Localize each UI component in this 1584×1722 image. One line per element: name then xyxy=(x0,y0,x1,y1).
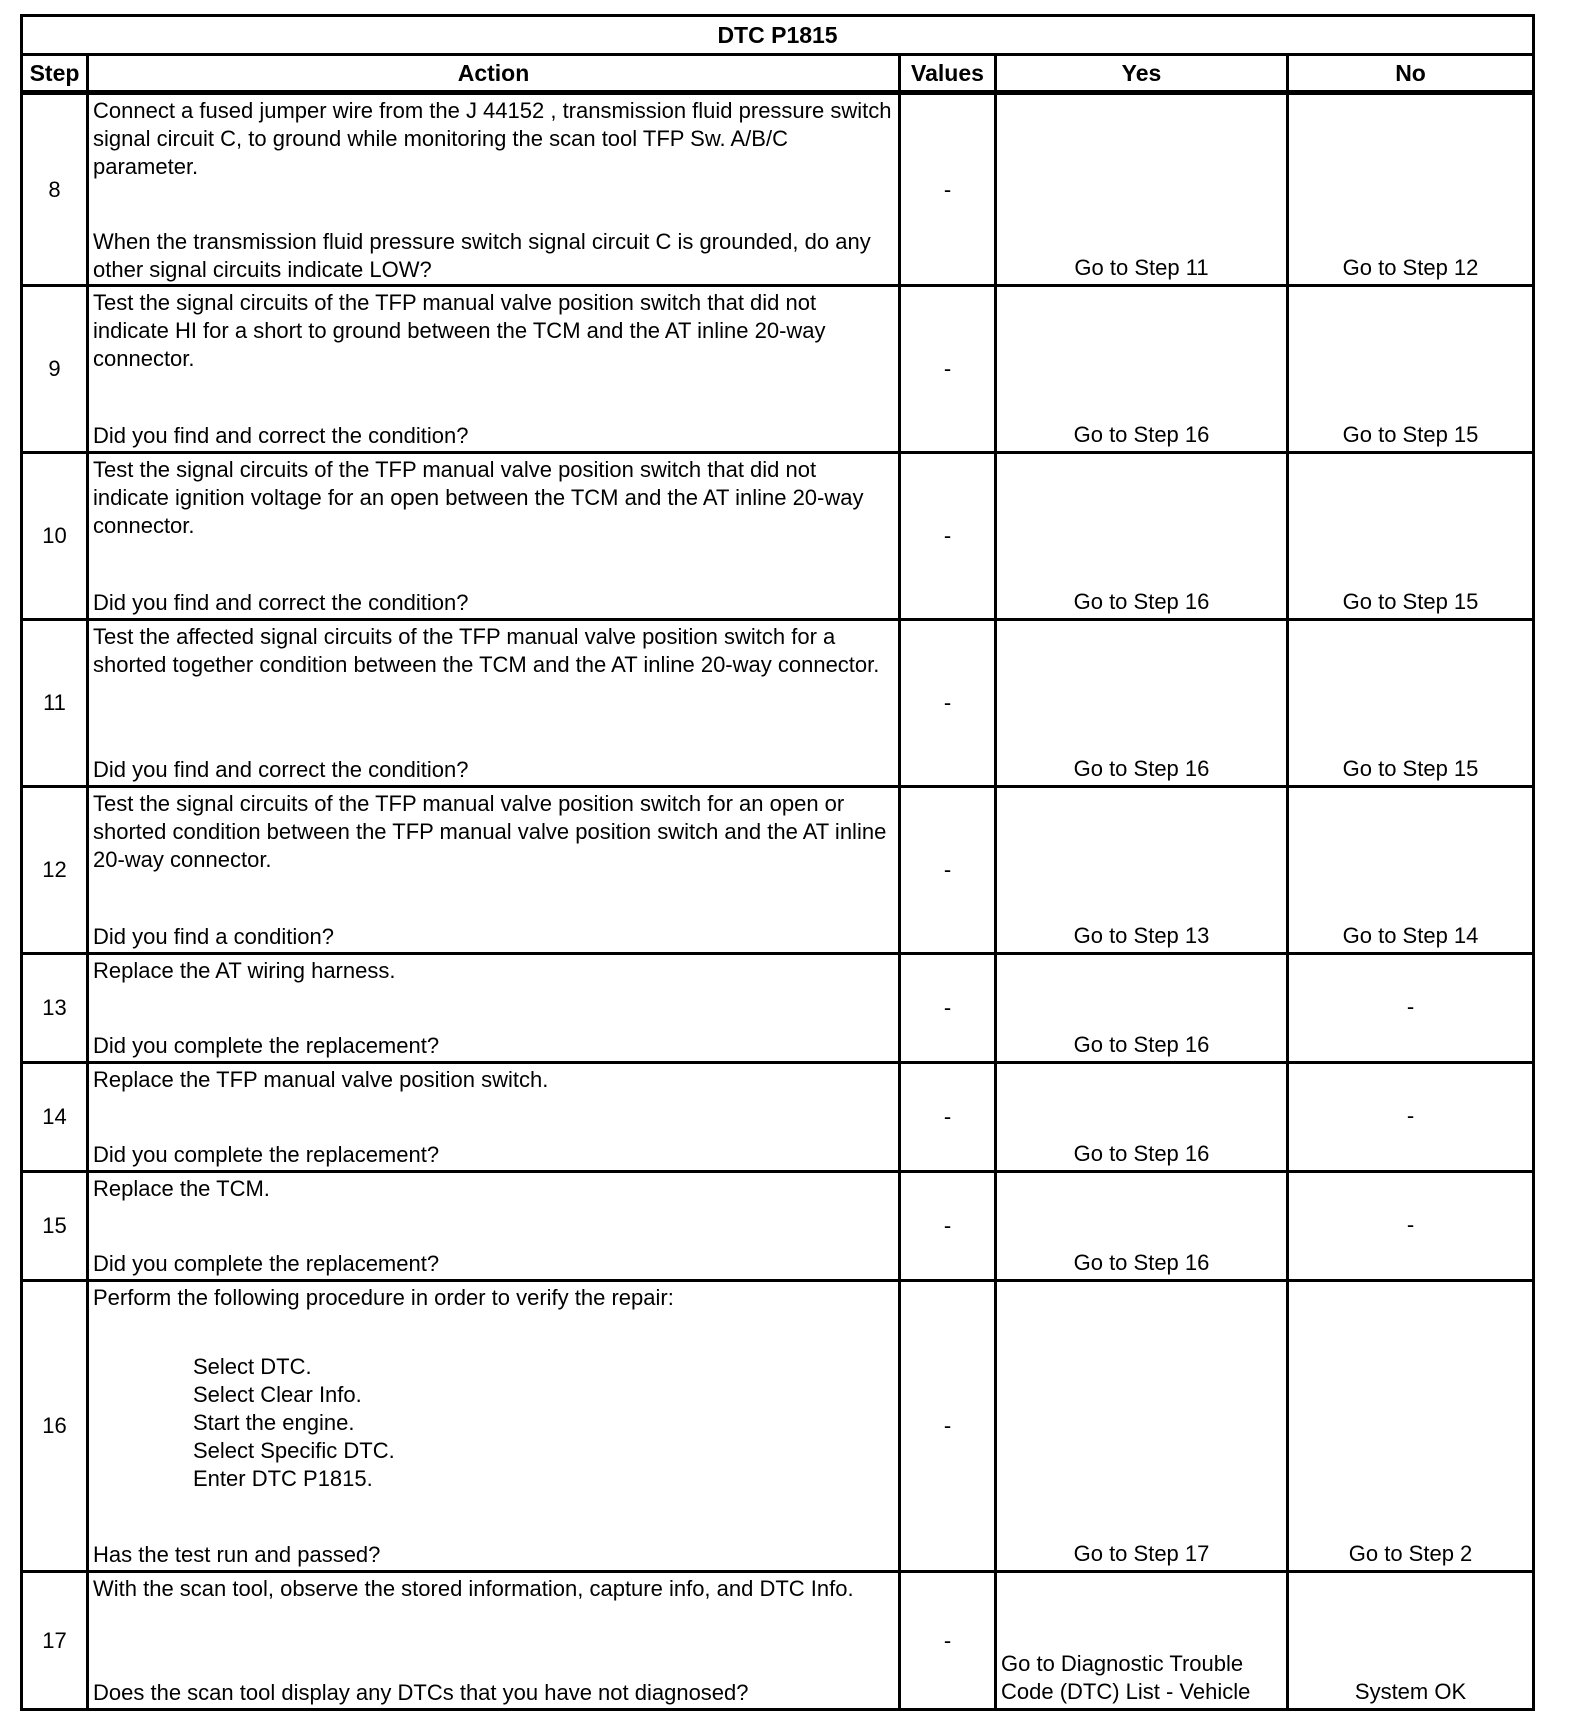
no-cell: - xyxy=(1288,954,1534,1063)
procedure-list xyxy=(93,1327,894,1527)
no-cell: Go to Step 15 xyxy=(1288,453,1534,620)
question-text: Did you complete the replacement? xyxy=(93,1251,440,1276)
step-number: 11 xyxy=(22,620,88,787)
action-cell xyxy=(88,620,900,787)
yes-cell: Go to Step 16 xyxy=(996,286,1288,453)
question-text: Did you complete the replacement? xyxy=(93,1142,440,1167)
action-cell xyxy=(88,1572,900,1710)
list-item: Select DTC. xyxy=(193,1353,312,1379)
action-text: Replace the TFP manual valve position switch. xyxy=(93,1067,549,1092)
table-row xyxy=(22,1572,1534,1710)
action-cell xyxy=(88,286,900,453)
table-row xyxy=(22,286,1534,453)
action-cell xyxy=(88,93,900,286)
no-cell: System OK xyxy=(1288,1572,1534,1710)
no-cell: Go to Step 14 xyxy=(1288,787,1534,954)
question-text: Has the test run and passed? xyxy=(93,1542,381,1567)
action-cell xyxy=(88,1172,900,1281)
table-row xyxy=(22,1063,1534,1172)
action-text: Connect a fused jumper wire from the J 44152 , transmission fluid pressure switch signal circuit C, to ground while monitoring the scan tool TFP Sw. A/B/C parameter. xyxy=(93,98,892,179)
action-text: Test the signal circuits of the TFP manual valve position switch that did not indicate HI for a short to ground between the TCM and the AT inline 20-way connector. xyxy=(93,290,826,371)
values-cell: - xyxy=(900,93,996,286)
table-row xyxy=(22,93,1534,286)
values-cell: - xyxy=(900,286,996,453)
action-text: Perform the following procedure in order to verify the repair: xyxy=(93,1285,674,1310)
no-cell: Go to Step 12 xyxy=(1288,93,1534,286)
yes-cell: Go to Step 16 xyxy=(996,954,1288,1063)
action-text: Test the affected signal circuits of the TFP manual valve position switch for a shorted together condition between the TCM and the AT inline 20-way connector. xyxy=(93,624,880,677)
question-text: Did you find a condition? xyxy=(93,924,334,949)
no-cell: Go to Step 2 xyxy=(1288,1281,1534,1572)
header-no: No xyxy=(1288,55,1534,93)
question-text: Does the scan tool display any DTCs that you have not diagnosed? xyxy=(93,1680,749,1705)
question-text: Did you complete the replacement? xyxy=(93,1033,440,1058)
question-text: Did you find and correct the condition? xyxy=(93,423,469,448)
yes-cell: Go to Step 16 xyxy=(996,1172,1288,1281)
values-cell: - xyxy=(900,1063,996,1172)
table-row xyxy=(22,954,1534,1063)
step-number: 15 xyxy=(22,1172,88,1281)
header-yes: Yes xyxy=(996,55,1288,93)
yes-cell: Go to Diagnostic Trouble Code (DTC) List - Vehicle xyxy=(996,1572,1288,1710)
list-item: Enter DTC P1815. xyxy=(193,1465,373,1491)
action-cell xyxy=(88,1063,900,1172)
action-cell xyxy=(88,453,900,620)
values-cell: - xyxy=(900,787,996,954)
header-values: Values xyxy=(900,55,996,93)
action-text: Test the signal circuits of the TFP manual valve position switch for an open or shorted condition between the TFP manual valve position switch and the AT inline 20-way connector. xyxy=(93,791,887,872)
step-number: 9 xyxy=(22,286,88,453)
values-cell: - xyxy=(900,1172,996,1281)
values-cell: - xyxy=(900,620,996,787)
yes-cell: Go to Step 13 xyxy=(996,787,1288,954)
no-cell: - xyxy=(1288,1063,1534,1172)
table-row xyxy=(22,1281,1534,1572)
list-item: Select Specific DTC. xyxy=(193,1437,395,1463)
table-row xyxy=(22,787,1534,954)
table-row xyxy=(22,1172,1534,1281)
yes-cell: Go to Step 16 xyxy=(996,453,1288,620)
step-number: 17 xyxy=(22,1572,88,1710)
step-number: 16 xyxy=(22,1281,88,1572)
step-number: 8 xyxy=(22,93,88,286)
dtc-table xyxy=(20,14,1535,1711)
question-text: When the transmission fluid pressure switch signal circuit C is grounded, do any other signal circuits indicate LOW? xyxy=(93,229,871,282)
step-number: 13 xyxy=(22,954,88,1063)
list-item: Start the engine. xyxy=(193,1409,355,1435)
values-cell: - xyxy=(900,1281,996,1572)
yes-cell: Go to Step 16 xyxy=(996,620,1288,787)
header-row xyxy=(22,55,1534,93)
title-row xyxy=(22,16,1534,55)
table-row xyxy=(22,620,1534,787)
action-text: Replace the TCM. xyxy=(93,1176,270,1201)
yes-cell: Go to Step 11 xyxy=(996,93,1288,286)
header-step: Step xyxy=(22,55,88,93)
no-cell: - xyxy=(1288,1172,1534,1281)
action-cell xyxy=(88,954,900,1063)
step-number: 10 xyxy=(22,453,88,620)
no-cell: Go to Step 15 xyxy=(1288,286,1534,453)
no-cell: Go to Step 15 xyxy=(1288,620,1534,787)
action-text: With the scan tool, observe the stored information, capture info, and DTC Info. xyxy=(93,1576,854,1601)
action-text: Replace the AT wiring harness. xyxy=(93,958,396,983)
step-number: 14 xyxy=(22,1063,88,1172)
table-title: DTC P1815 xyxy=(22,16,1534,55)
step-number: 12 xyxy=(22,787,88,954)
values-cell: - xyxy=(900,954,996,1063)
values-cell: - xyxy=(900,1572,996,1710)
values-cell: - xyxy=(900,453,996,620)
list-item: Select Clear Info. xyxy=(193,1381,362,1407)
yes-cell: Go to Step 16 xyxy=(996,1063,1288,1172)
table-row xyxy=(22,453,1534,620)
action-cell xyxy=(88,787,900,954)
question-text: Did you find and correct the condition? xyxy=(93,590,469,615)
question-text: Did you find and correct the condition? xyxy=(93,757,469,782)
action-text: Test the signal circuits of the TFP manual valve position switch that did not indicate ignition voltage for an open between the TCM and the AT inline 20-way connector. xyxy=(93,457,864,538)
yes-cell: Go to Step 17 xyxy=(996,1281,1288,1572)
action-cell xyxy=(88,1281,900,1572)
header-action: Action xyxy=(88,55,900,93)
